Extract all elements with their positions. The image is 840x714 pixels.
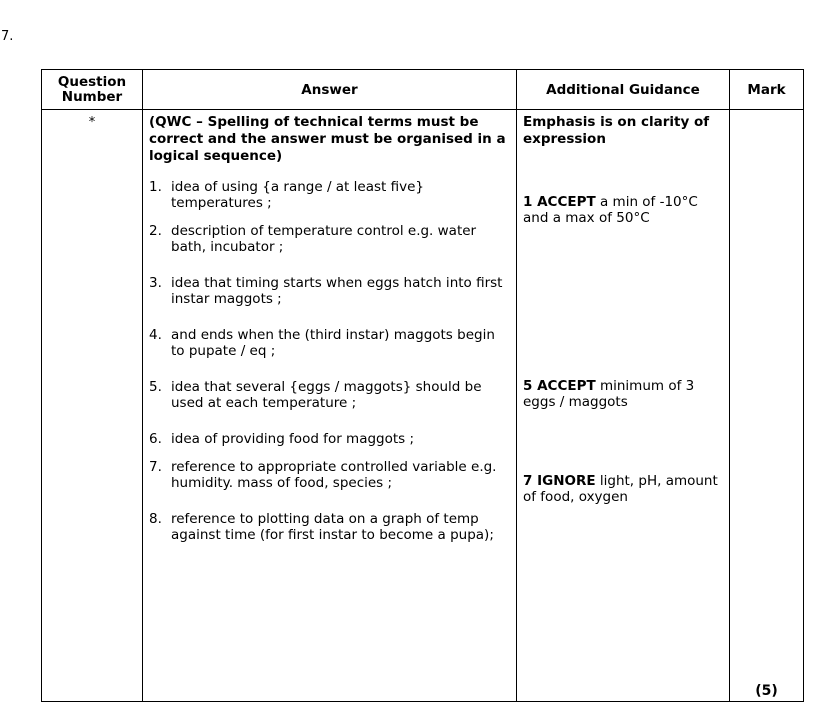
question-marker: *: [88, 115, 96, 130]
answer-text: idea of providing food for maggots ;: [171, 431, 415, 447]
answer-item: [149, 459, 510, 491]
guidance-note-label: 1 ACCEPT: [523, 194, 596, 210]
qwc-note: (QWC – Spelling of technical terms must be correct and the answer must be organised in a logical sequence): [149, 114, 506, 164]
answer-number: 4.: [149, 327, 162, 343]
question-cell: [42, 110, 143, 702]
guidance-note-text: light, pH, amount of food, oxygen: [523, 473, 718, 505]
answer-cell: [143, 110, 517, 702]
answer-row: [42, 110, 804, 702]
answer-item: [149, 511, 510, 543]
answer-text: idea that several {eggs / maggots} should be used at each temperature ;: [171, 379, 482, 411]
answer-item: [149, 179, 510, 211]
answer-text: and ends when the (third instar) maggots begin to pupate / eq ;: [171, 327, 495, 359]
answer-text: idea of using {a range / at least five} temperatures ;: [171, 179, 424, 211]
answer-number: 1.: [149, 179, 162, 195]
answer-item: [149, 431, 510, 447]
answer-item: [149, 327, 510, 359]
guidance-note: [523, 194, 723, 226]
answer-number: 5.: [149, 379, 162, 395]
answer-text: idea that timing starts when eggs hatch into first instar maggots ;: [171, 275, 503, 307]
header-guidance: Additional Guidance: [517, 70, 730, 110]
answer-number: 8.: [149, 511, 162, 527]
mark-scheme-table: [41, 69, 804, 702]
header-mark: Mark: [730, 70, 804, 110]
question-number-fragment: 7.: [1, 29, 14, 44]
answer-item: [149, 275, 510, 307]
answer-number: 6.: [149, 431, 162, 447]
guidance-note: [523, 473, 723, 505]
answer-number: 7.: [149, 459, 162, 475]
answer-text: reference to plotting data on a graph of temp against time (for first instar to become a pupa);: [171, 511, 494, 543]
answer-item: [149, 379, 510, 411]
guidance-note-label: 7 IGNORE: [523, 473, 596, 489]
header-row: [42, 70, 804, 110]
mark-cell: [730, 110, 804, 702]
guidance-cell: [517, 110, 730, 702]
guidance-note: [523, 378, 723, 410]
answer-text: description of temperature control e.g. water bath, incubator ;: [171, 223, 477, 255]
answer-list: [149, 179, 510, 543]
answer-text: reference to appropriate controlled variable e.g. humidity. mass of food, species ;: [171, 459, 497, 491]
answer-number: 2.: [149, 223, 162, 239]
answer-number: 3.: [149, 275, 162, 291]
header-question-number: Question Number: [42, 70, 143, 110]
guidance-note-text: minimum of 3 eggs / maggots: [523, 378, 695, 410]
guidance-note-text: a min of -10°C and a max of 50°C: [523, 194, 698, 226]
guidance-note-label: 5 ACCEPT: [523, 378, 596, 394]
header-answer: Answer: [143, 70, 517, 110]
mark-value: (5): [755, 683, 778, 699]
answer-item: [149, 223, 510, 255]
guidance-emphasis: Emphasis is on clarity of expression: [523, 114, 710, 147]
